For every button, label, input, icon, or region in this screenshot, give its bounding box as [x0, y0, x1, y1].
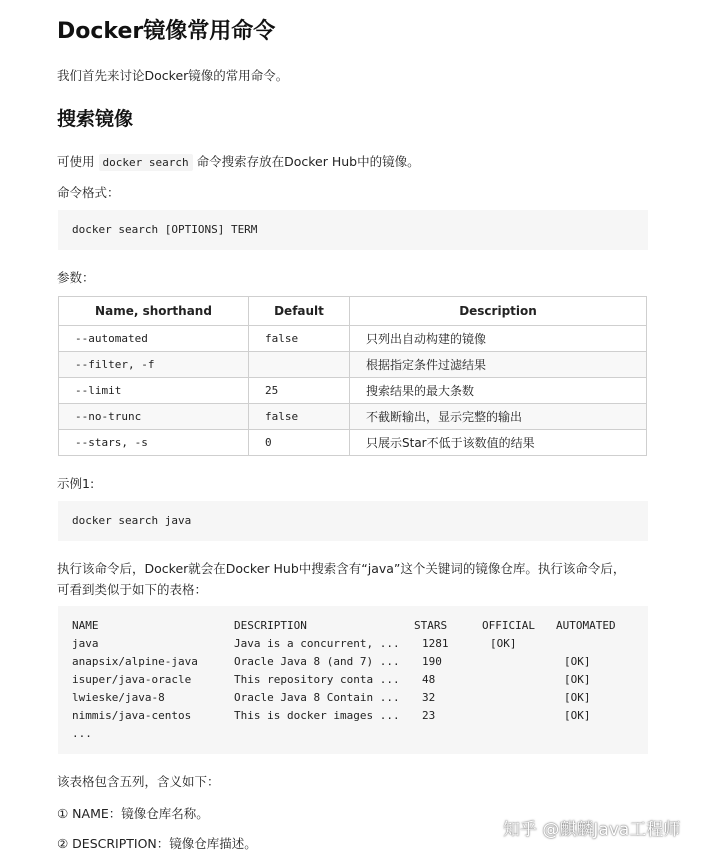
- params-header-row: [59, 297, 647, 326]
- example-code-block: [58, 501, 648, 541]
- table-row: [59, 404, 647, 430]
- param-name: --automated: [59, 326, 249, 352]
- search-desc-suffix: 命令搜索存放在Docker Hub中的镜像。: [196, 154, 420, 169]
- result-header-description: DESCRIPTION: [234, 619, 307, 632]
- inline-code: docker search: [99, 154, 193, 171]
- param-name: --stars, -s: [59, 430, 249, 456]
- header-default: Default: [249, 297, 350, 326]
- param-description: 不截断输出，显示完整的输出: [350, 404, 647, 430]
- example-label: 示例1:: [57, 476, 95, 491]
- result-header-name: NAME: [72, 619, 99, 632]
- param-name: --filter, -f: [59, 352, 249, 378]
- param-description: 根据指定条件过滤结果: [350, 352, 647, 378]
- table-row: [59, 430, 647, 456]
- result-description: Java is a concurrent, ...: [234, 637, 400, 650]
- table-row: [59, 326, 647, 352]
- section-title: 搜索镜像: [57, 108, 134, 130]
- param-default: false: [249, 326, 350, 352]
- format-code: docker search [OPTIONS] TERM: [72, 223, 258, 236]
- intro-text: 我们首先来讨论Docker镜像的常用命令。: [57, 68, 289, 83]
- table-row: [59, 378, 647, 404]
- format-label: 命令格式：: [57, 185, 120, 200]
- result-stars: 32: [422, 691, 436, 704]
- result-name: lwieske/java-8: [72, 691, 165, 704]
- result-stars: 23: [422, 709, 436, 722]
- param-name: --limit: [59, 378, 249, 404]
- param-default: [249, 352, 350, 378]
- param-description: 只展示Star不低于该数值的结果: [350, 430, 647, 456]
- result-name: nimmis/java-centos: [72, 709, 192, 722]
- result-ellipsis: ...: [72, 727, 92, 740]
- example-description-line1: 执行该命令后，Docker就会在Docker Hub中搜索含有“java”这个关键词的镜像仓库。执行该命令后，: [57, 561, 626, 576]
- search-results-block: [58, 606, 648, 754]
- result-automated: [OK]: [564, 691, 591, 704]
- page-title: Docker镜像常用命令: [57, 19, 276, 44]
- result-stars: 48: [422, 673, 436, 686]
- params-table: [58, 296, 647, 456]
- result-description: Oracle Java 8 (and 7) ...: [234, 655, 400, 668]
- column-description-name: ① NAME：镜像仓库名称。: [57, 806, 209, 821]
- result-official: [OK]: [490, 637, 517, 650]
- param-description: 搜索结果的最大条数: [350, 378, 647, 404]
- result-name: isuper/java-oracle: [72, 673, 192, 686]
- example-code: docker search java: [72, 514, 192, 527]
- result-stars: 1281: [422, 637, 449, 650]
- watermark: 知乎 @麒麟Java工程师: [503, 820, 681, 840]
- param-name: --no-trunc: [59, 404, 249, 430]
- result-description: This is docker images ...: [234, 709, 400, 722]
- result-name: anapsix/alpine-java: [72, 655, 198, 668]
- table-row: [59, 352, 647, 378]
- param-default: 0: [249, 430, 350, 456]
- column-description-description: ② DESCRIPTION：镜像仓库描述。: [57, 836, 257, 851]
- header-description: Description: [350, 297, 647, 326]
- param-description: 只列出自动构建的镜像: [350, 326, 647, 352]
- columns-intro: 该表格包含五列，含义如下：: [57, 774, 220, 789]
- result-header-stars: STARS: [414, 619, 448, 632]
- result-stars: 190: [422, 655, 442, 668]
- result-header-automated: AUTOMATED: [556, 619, 616, 632]
- params-label: 参数：: [57, 270, 95, 285]
- param-default: false: [249, 404, 350, 430]
- result-header-official: OFFICIAL: [482, 619, 535, 632]
- search-description: [57, 152, 420, 170]
- param-default: 25: [249, 378, 350, 404]
- example-description-line2: 可看到类似于如下的表格：: [57, 582, 208, 597]
- search-desc-prefix: 可使用: [57, 154, 95, 169]
- result-description: This repository conta ...: [234, 673, 400, 686]
- format-code-block: [58, 210, 648, 250]
- result-automated: [OK]: [564, 673, 591, 686]
- result-description: Oracle Java 8 Contain ...: [234, 691, 400, 704]
- result-automated: [OK]: [564, 655, 591, 668]
- result-automated: [OK]: [564, 709, 591, 722]
- result-name: java: [72, 637, 99, 650]
- header-name: Name, shorthand: [59, 297, 249, 326]
